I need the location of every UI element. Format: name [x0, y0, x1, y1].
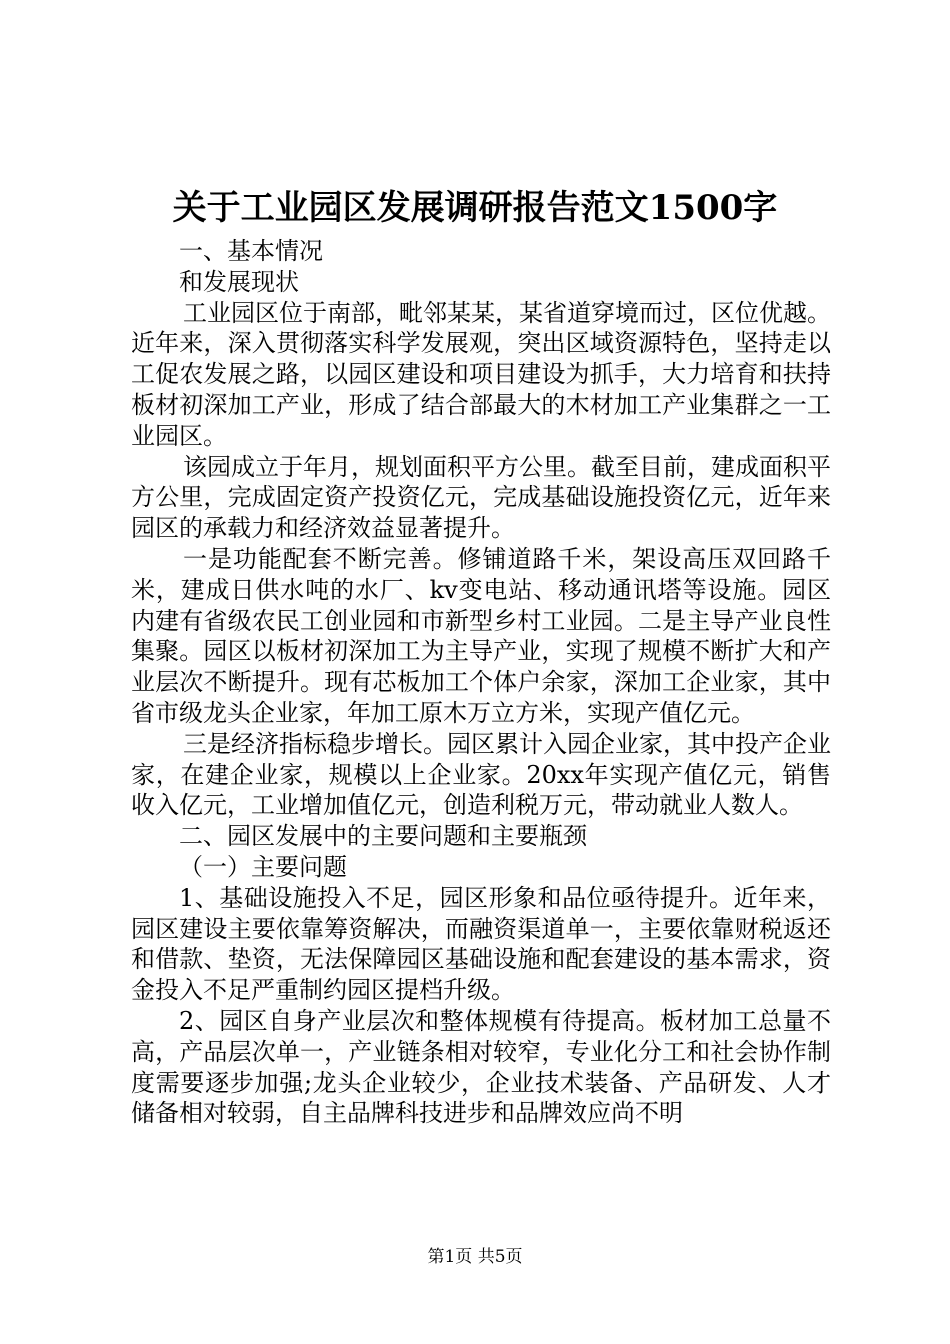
subsection-heading-main-problems: （一）主要问题 — [179, 852, 347, 881]
document-body — [131, 236, 831, 1129]
section-subheading-status: 和发展现状 — [179, 267, 299, 296]
document-title: 关于工业园区发展调研报告范文1500字 — [172, 188, 778, 228]
paragraph-problem-1: 1、基础设施投入不足，园区形象和品位亟待提升。近年来，园区建设主要依靠筹资解决，而融资渠道单一，主要依靠财税返还和借款、垫资，无法保障园区基础设施和配套建设的基本需求，资金投入不足严重制约园区提档升级。 — [131, 883, 831, 1005]
paragraph-problem-2: 2、园区自身产业层次和整体规模有待提高。板材加工总量不高，产品层次单一，产业链条相对较窄，专业化分工和社会协作制度需要逐步加强;龙头企业较少，企业技术装备、产品研发、人才储备相对较弱，自主品牌科技进步和品牌效应尚不明 — [131, 1006, 831, 1128]
paragraph-park-location: 工业园区位于南部，毗邻某某，某省道穿境而过，区位优越。近年来，深入贯彻落实科学发展观，突出区域资源特色，坚持走以工促农发展之路，以园区建设和项目建设为抓手，大力培育和扶持板材初深加工产业，形成了结合部最大的木材加工产业集群之一工业园区。 — [131, 298, 831, 450]
section-heading-problems: 二、园区发展中的主要问题和主要瓶颈 — [179, 822, 587, 851]
paragraph-park-establishment: 该园成立于年月，规划面积平方公里。截至目前，建成面积平方公里，完成固定资产投资亿元，完成基础设施投资亿元，近年来园区的承载力和经济效益显著提升。 — [131, 452, 831, 543]
page-number-footer: 第1页 共5页 — [427, 1247, 523, 1267]
paragraph-infrastructure: 一是功能配套不断完善。修铺道路千米，架设高压双回路千米，建成日供水吨的水厂、kv变电站、移动通讯塔等设施。园区内建有省级农民工创业园和市新型乡村工业园。二是主导产业良性集聚。园区以板材初深加工为主导产业，实现了规模不断扩大和产业层次不断提升。现有芯板加工个体户余家，深加工企业家，其中省市级龙头企业家，年加工原木万立方米，实现产值亿元。 — [131, 544, 831, 727]
paragraph-economic-indicators: 三是经济指标稳步增长。园区累计入园企业家，其中投产企业家，在建企业家，规模以上企业家。20xx年实现产值亿元，销售收入亿元，工业增加值亿元，创造利税万元，带动就业人数人。 — [131, 729, 831, 820]
section-heading-basic: 一、基本情况 — [179, 237, 323, 265]
